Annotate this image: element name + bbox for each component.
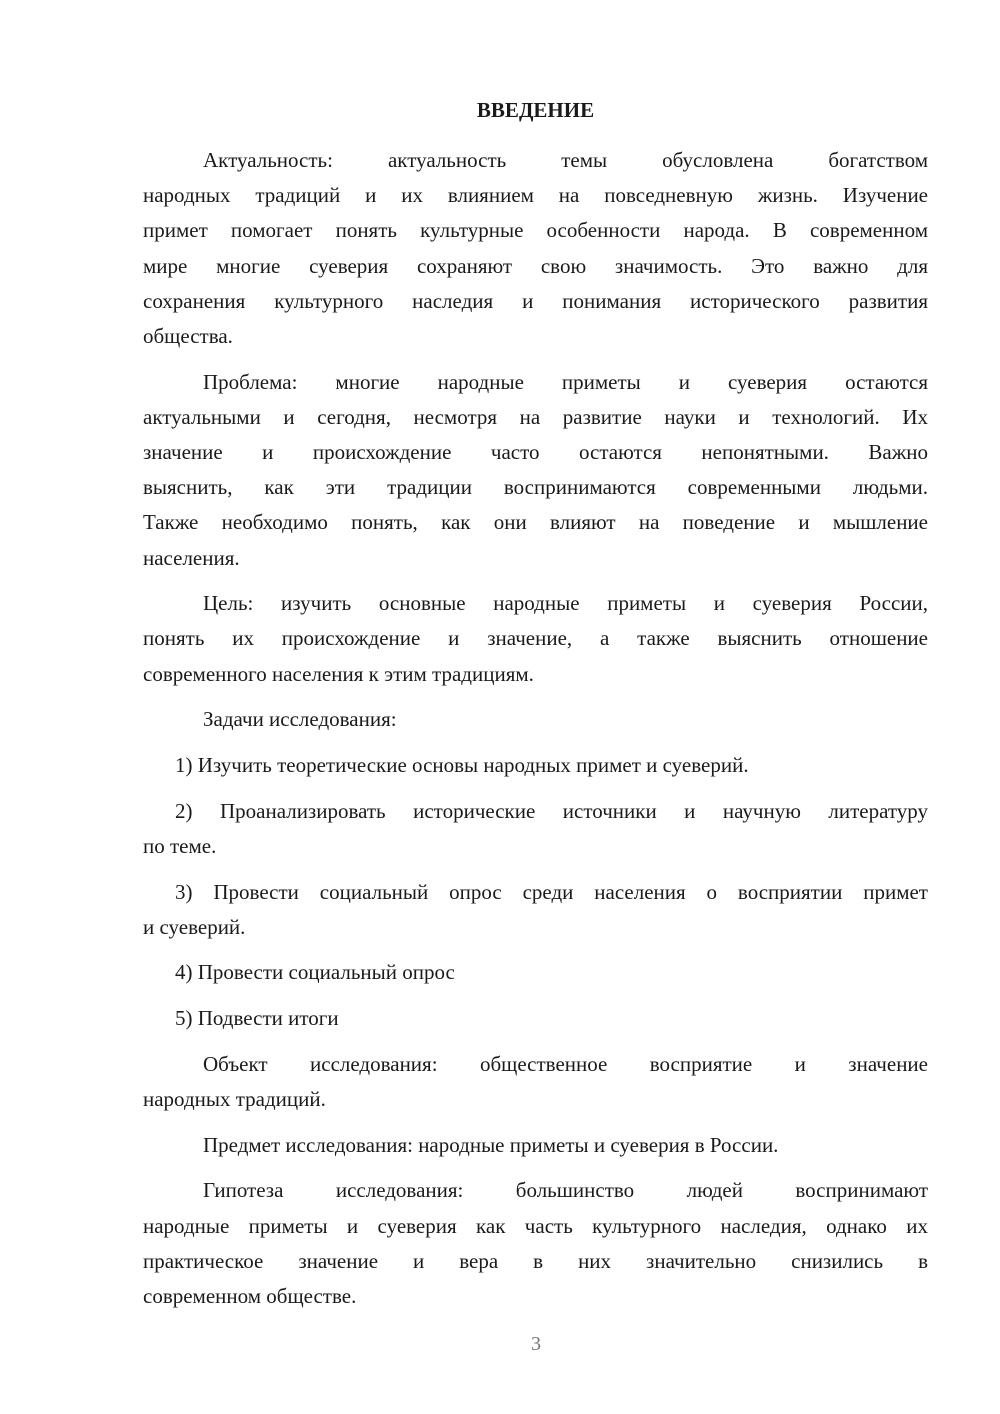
list-item bbox=[143, 875, 928, 945]
text-line: Цель: изучить основные народные приметы и суеверия России, bbox=[203, 591, 928, 616]
text-line: современном обществе. bbox=[143, 1283, 357, 1308]
text-line: значение и происхождение часто остаются непонятными. Важно bbox=[143, 440, 928, 464]
text-line: понять их происхождение и значение, а также выяснить отношение bbox=[143, 626, 928, 651]
text-line: народных традиций и их влиянием на повседневную жизнь. Изучение bbox=[143, 183, 928, 208]
list-item bbox=[143, 748, 928, 783]
text-line: сохранения культурного наследия и понимания исторического развития bbox=[143, 288, 928, 313]
document-page bbox=[143, 93, 928, 1325]
text-line: общества. bbox=[143, 323, 233, 348]
text-line: примет помогает понять культурные особенности народа. В современном bbox=[143, 218, 928, 243]
text-line: населения. bbox=[143, 545, 240, 570]
paragraph bbox=[143, 702, 928, 737]
text-line: Проблема: многие народные приметы и суеверия остаются bbox=[203, 369, 928, 394]
text-line: 1) Изучить теоретические основы народных примет и суеверий. bbox=[175, 753, 749, 777]
text-line: современного населения к этим традициям. bbox=[143, 661, 534, 686]
paragraph bbox=[143, 1173, 928, 1314]
paragraph bbox=[143, 1047, 928, 1117]
text-line: по теме. bbox=[143, 833, 217, 858]
text-line: 2) Проанализировать исторические источники и научную литературу bbox=[175, 798, 928, 823]
list-item bbox=[143, 794, 928, 864]
text-line: актуальными и сегодня, несмотря на развитие науки и технологий. Их bbox=[143, 404, 928, 429]
paragraph bbox=[143, 143, 928, 354]
text-line: народные приметы и суеверия как часть культурного наследия, однако их bbox=[143, 1213, 928, 1238]
page-number: 3 bbox=[531, 1333, 541, 1355]
text-line: Гипотеза исследования: большинство людей воспринимают bbox=[203, 1178, 928, 1203]
text-line: 4) Провести социальный опрос bbox=[175, 960, 455, 985]
text-line: Предмет исследования: народные приметы и суеверия в России. bbox=[203, 1132, 779, 1157]
text-line: Актуальность: актуальность темы обусловлена богатством bbox=[203, 148, 928, 172]
paragraph bbox=[143, 365, 928, 576]
text-line: выяснить, как эти традиции воспринимаются современными людьми. bbox=[143, 475, 928, 500]
list-item bbox=[143, 955, 928, 990]
document-body bbox=[143, 143, 928, 1314]
text-line: Объект исследования: общественное восприятие и значение bbox=[203, 1051, 928, 1076]
text-line: Также необходимо понять, как они влияют на поведение и мышление bbox=[143, 510, 928, 535]
paragraph bbox=[143, 586, 928, 692]
text-line: Задачи исследования: bbox=[203, 707, 397, 732]
text-line: практическое значение и вера в них значительно снизились в bbox=[143, 1248, 928, 1273]
list-item bbox=[143, 1001, 928, 1036]
text-line: мире многие суеверия сохраняют свою значимость. Это важно для bbox=[143, 253, 928, 278]
text-line: 5) Подвести итоги bbox=[175, 1006, 339, 1031]
text-line: 3) Провести социальный опрос среди населения о восприятии примет bbox=[175, 879, 928, 904]
paragraph bbox=[143, 1128, 928, 1163]
text-line: и суеверий. bbox=[143, 914, 246, 939]
text-line: народных традиций. bbox=[143, 1087, 326, 1111]
section-title: ВВЕДЕНИЕ bbox=[476, 98, 595, 122]
